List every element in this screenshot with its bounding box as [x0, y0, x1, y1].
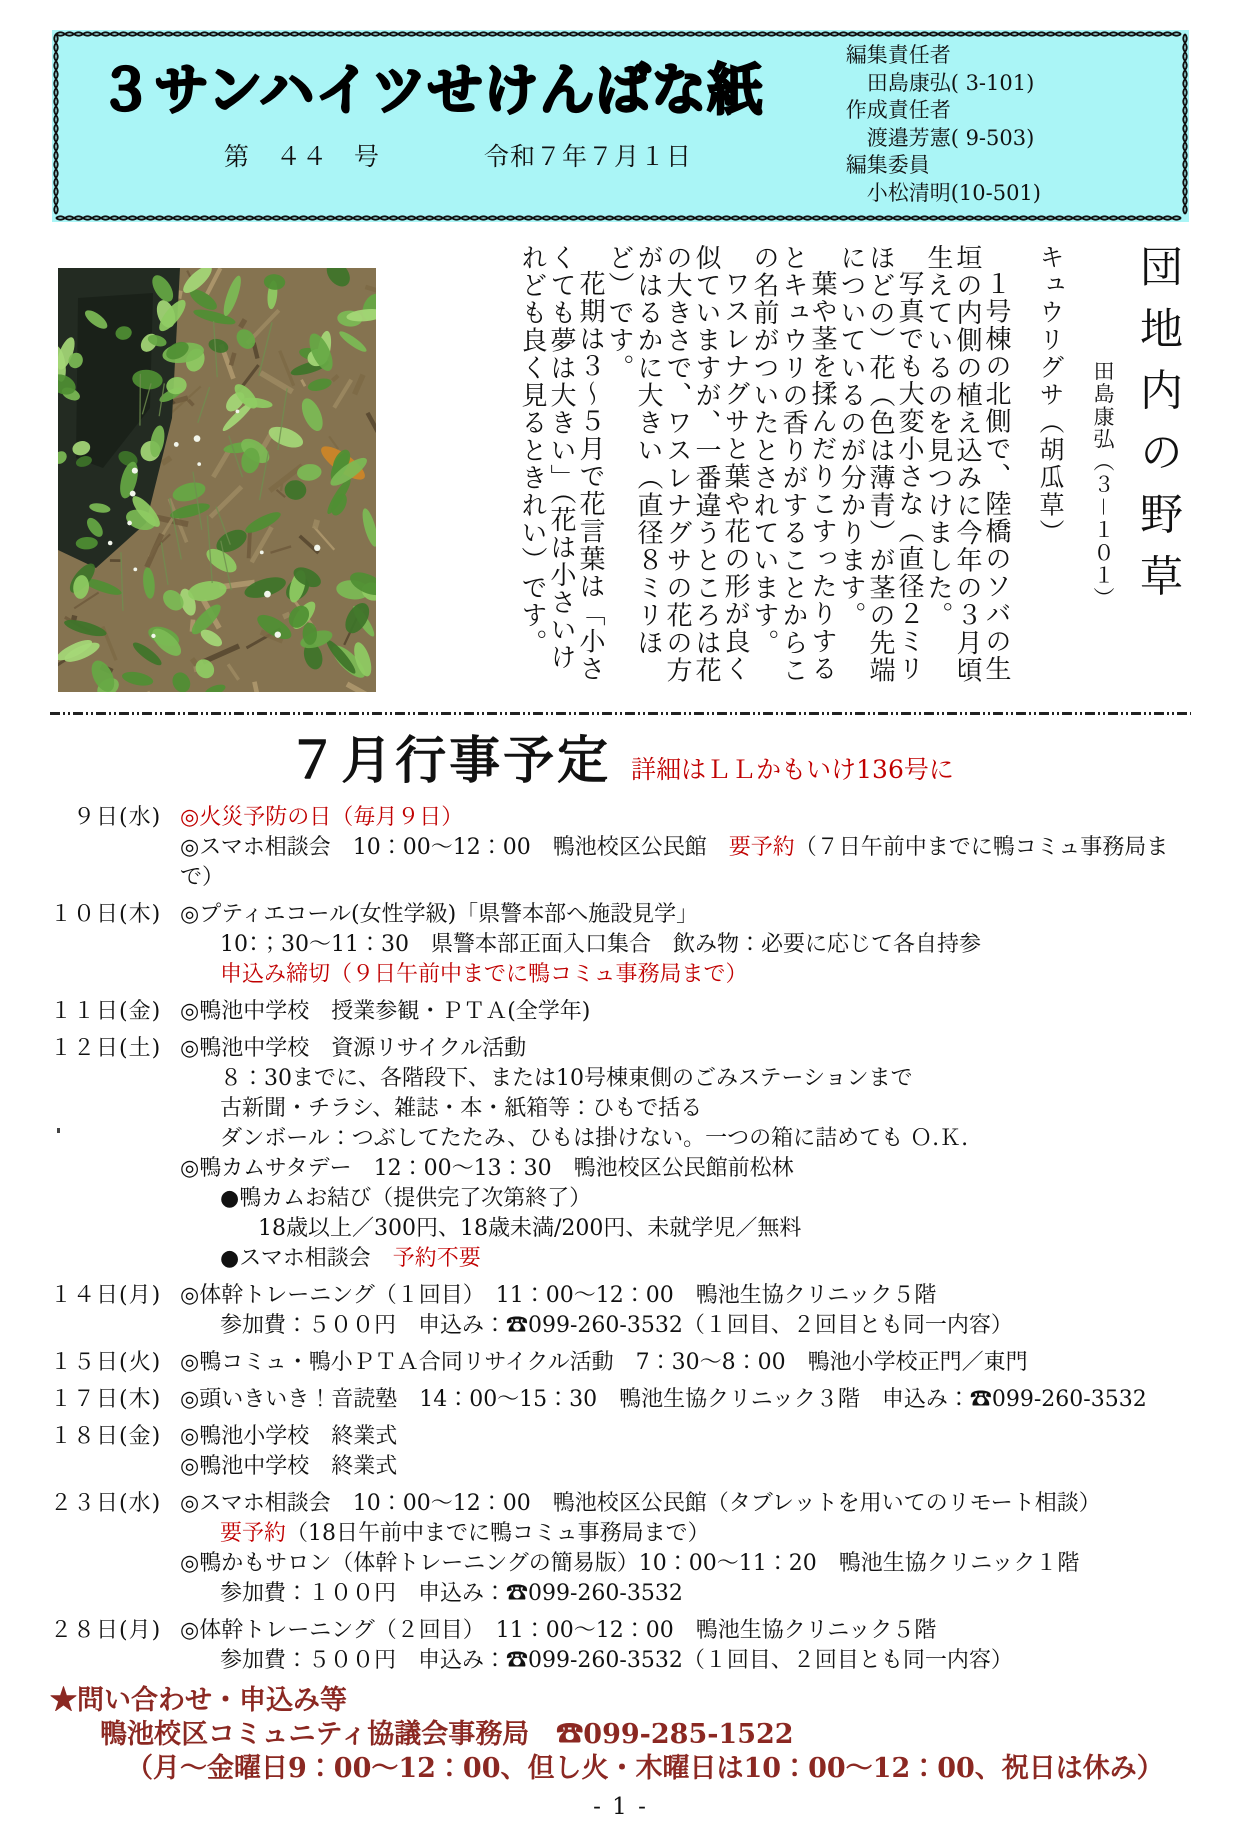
schedule-date: ２８日(月): [50, 1616, 180, 1646]
schedule-content: [180, 1064, 913, 1094]
schedule-text: ●鴨カムお結び（提供完了次第終了）: [220, 1186, 591, 1211]
schedule-content: [180, 997, 590, 1027]
schedule-line: [50, 1646, 1191, 1676]
editor-line: 作成責任者: [846, 97, 1041, 125]
newsletter-title: ３サンハイツせけんばな紙: [52, 30, 1189, 125]
schedule-date: [50, 1311, 180, 1341]
schedule-text-red: 要予約: [220, 1521, 286, 1546]
schedule-date: １４日(月): [50, 1281, 180, 1311]
schedule-group: [50, 1281, 1191, 1341]
schedule-line: [50, 1124, 1191, 1154]
footer-contact-heading: ★問い合わせ・申込み等: [50, 1684, 1191, 1718]
schedule-group: [50, 900, 1191, 990]
schedule-heading: ７月行事予定: [287, 719, 611, 793]
schedule-text: 古新聞・チラシ、雑誌・本・紙箱等：ひもで括る: [220, 1096, 702, 1121]
schedule-text: ◎体幹トレーニング（１回目） 11：00～12：00 鴨池生協クリニック５階: [180, 1283, 936, 1308]
schedule-date: １８日(金): [50, 1422, 180, 1452]
editors-block: [846, 42, 1041, 207]
schedule-content: [180, 930, 981, 960]
schedule-content: [180, 960, 748, 990]
schedule-date: １７日(木): [50, 1385, 180, 1415]
schedule-text: ◎鴨池中学校 資源リサイクル活動: [180, 1036, 526, 1061]
schedule-date: [50, 960, 180, 990]
schedule-text: 参加費：５００円 申込み：☎099-260-3532（１回目、２回目とも同一内容）: [220, 1648, 1013, 1673]
article-subtitle: キュウリグサ（胡瓜草）: [1032, 244, 1068, 696]
schedule-date: ９日(水): [50, 803, 180, 833]
schedule-line: [50, 1184, 1191, 1214]
schedule-line: [50, 1094, 1191, 1124]
issue-number-and-date: 第 ４４ 号 令和７年７月１日: [224, 137, 1189, 173]
article-author: 田島康弘（３－１０１）: [1088, 244, 1118, 696]
article-paragraph: 写真でも大変小さな（直径２ミリほどの）花（色は薄青）が茎の先端についているのが分かります。: [836, 244, 923, 696]
schedule-text: ●スマホ相談会: [220, 1246, 393, 1271]
schedule-group: [50, 1348, 1191, 1378]
schedule-group: [50, 1489, 1191, 1609]
schedule-text: （７日午前中までに鴨コミュ事務局まで）: [180, 835, 1168, 890]
schedule-line: [50, 1281, 1191, 1311]
footer-contact-hours: （月～金曜日9：00～12：00、但し火・木曜日は10：00～12：00、祝日は休み）: [126, 1752, 1191, 1786]
schedule-content: [180, 1094, 702, 1124]
schedule-content: [180, 1281, 936, 1311]
schedule-text-red: 予約不要: [393, 1246, 481, 1271]
schedule-date: [50, 1184, 180, 1214]
article-body: [517, 244, 1010, 696]
schedule-line: [50, 1422, 1191, 1452]
schedule-text: ８：30までに、各階段下、または10号棟東側のごみステーションまで: [220, 1066, 913, 1091]
schedule-content: [180, 1184, 591, 1214]
schedule-content: [180, 900, 698, 930]
schedule-group: [50, 997, 1191, 1027]
schedule-date: [50, 833, 180, 893]
editor-line: 編集委員: [846, 152, 1041, 180]
editor-line: 小松清明(10-501): [846, 180, 1041, 208]
schedule-date: [50, 1094, 180, 1124]
schedule-date: [50, 1452, 180, 1482]
schedule-text: ◎鴨池小学校 終業式: [180, 1424, 397, 1449]
schedule-line: [50, 1244, 1191, 1274]
schedule-date: １２日(土): [50, 1034, 180, 1064]
schedule-text: （18日午前中までに鴨コミュ事務局まで）: [286, 1521, 710, 1546]
schedule-line: [50, 1519, 1191, 1549]
schedule-line: [50, 997, 1191, 1027]
schedule-detail-note: 詳細はＬＬかもいけ136号に: [631, 750, 954, 793]
schedule-line: [50, 833, 1191, 893]
schedule-text: ◎鴨池中学校 授業参観・ＰＴＡ(全学年): [180, 999, 590, 1024]
schedule-text: ◎スマホ相談会 10：00～12：00 鴨池校区公民館（タブレットを用いてのリモート相談）: [180, 1491, 1101, 1516]
wildgrass-article-section: [50, 244, 1191, 700]
schedule-content: [180, 803, 463, 833]
schedule-date: [50, 1154, 180, 1184]
schedule-text: 参加費：１００円 申込み：☎099-260-3532: [220, 1581, 683, 1606]
schedule-group: [50, 1034, 1191, 1274]
schedule-group: [50, 1422, 1191, 1482]
footer-contact-phone: 鴨池校区コミュニティ協議会事務局 ☎099-285-1522: [100, 1718, 1191, 1752]
schedule-date: [50, 1244, 180, 1274]
schedule-content: [180, 1519, 710, 1549]
schedule-content: [180, 1154, 794, 1184]
schedule-content: [180, 1385, 1147, 1415]
schedule-text: 参加費：５００円 申込み：☎099-260-3532（１回目、２回目とも同一内容）: [220, 1313, 1013, 1338]
schedule-text: ◎鴨カムサタデー 12：00～13：30 鴨池校区公民館前松林: [180, 1156, 794, 1181]
masthead: [52, 30, 1189, 222]
stray-ink-dot: [57, 1128, 60, 1133]
schedule-date: １１日(金): [50, 997, 180, 1027]
schedule-line: [50, 900, 1191, 930]
schedule-date: １０日(木): [50, 900, 180, 930]
schedule-line: [50, 960, 1191, 990]
schedule-header: [50, 719, 1191, 793]
schedule-line: [50, 1348, 1191, 1378]
schedule-content: [180, 1124, 968, 1154]
schedule-date: [50, 1579, 180, 1609]
article-title: 団地内の野草: [1128, 244, 1189, 696]
schedule-line: [50, 1154, 1191, 1184]
schedule-line: [50, 1579, 1191, 1609]
schedule-text: ◎スマホ相談会 10：00～12：00 鴨池校区公民館: [180, 835, 729, 860]
schedule-content: [180, 1579, 683, 1609]
schedule-content: [180, 1616, 936, 1646]
editor-line: 渡邉芳憲( 9-503): [846, 125, 1041, 153]
schedule-content: [180, 1348, 1028, 1378]
schedule-date: ２３日(水): [50, 1489, 180, 1519]
schedule-list: [50, 803, 1191, 1676]
schedule-text-red: ◎火災予防の日（毎月９日）: [180, 805, 463, 830]
schedule-line: [50, 1452, 1191, 1482]
schedule-content: [180, 1214, 801, 1244]
schedule-date: [50, 1124, 180, 1154]
schedule-line: [50, 1311, 1191, 1341]
editor-line: 田島康弘( 3-101): [846, 70, 1041, 98]
schedule-content: [180, 1244, 481, 1274]
schedule-line: [50, 1034, 1191, 1064]
schedule-line: [50, 1064, 1191, 1094]
schedule-text: ダンボール：つぶしてたたみ、ひもは掛けない。一つの箱に詰めても Ｏ.Ｋ.: [220, 1126, 968, 1151]
schedule-date: [50, 1549, 180, 1579]
editor-line: 編集責任者: [846, 42, 1041, 70]
schedule-group: [50, 803, 1191, 893]
schedule-text: 10：；30～11：30 県警本部正面入口集合 飲み物：必要に応じて各自持参: [220, 932, 981, 957]
schedule-date: [50, 1064, 180, 1094]
schedule-content: [180, 1549, 1079, 1579]
schedule-text: ◎体幹トレーニング（２回目） 11：00～12：00 鴨池生協クリニック５階: [180, 1618, 936, 1643]
schedule-text-red: 要予約: [729, 835, 795, 860]
schedule-content: [180, 1422, 397, 1452]
schedule-text: ◎鴨かもサロン（体幹トレーニングの簡易版）10：00～11：20 鴨池生協クリニック１階: [180, 1551, 1079, 1576]
page-number: - 1 -: [50, 1794, 1191, 1820]
schedule-line: [50, 1549, 1191, 1579]
schedule-text: ◎鴨池中学校 終業式: [180, 1454, 397, 1479]
schedule-date: [50, 1646, 180, 1676]
schedule-line: [50, 1489, 1191, 1519]
schedule-content: [180, 833, 1191, 893]
contact-footer: [50, 1684, 1191, 1820]
schedule-text: ◎頭いきいき！音読塾 14：00～15：30 鴨池生協クリニック３階 申込み：☎099-260-3532: [180, 1387, 1147, 1412]
schedule-content: [180, 1452, 397, 1482]
dash-dot-divider: [50, 712, 1191, 715]
schedule-line: [50, 930, 1191, 960]
schedule-line: [50, 1385, 1191, 1415]
article-paragraph: １号棟の北側で、陸橋のソバの生垣の内側の植え込みに今年の３月頃生えているのを見つけました。: [923, 244, 1010, 696]
schedule-text: ◎鴨コミュ・鴨小ＰＴＡ合同リサイクル活動 7：30～8：00 鴨池小学校正門／東門: [180, 1350, 1028, 1375]
schedule-date: [50, 1214, 180, 1244]
schedule-line: [50, 803, 1191, 833]
article-paragraph: 葉や茎を揉んだりこすったりするとキュウリの香りがすることからこの名前がついたとされています。: [749, 244, 836, 696]
article-paragraph: ワスレナグサと葉や花の形が良く似ていますが、一番違うところは花の大きさで、ワスレナグサの花の方がはるかに大きい（直径８ミリほど）です。: [604, 244, 749, 696]
article-paragraph: 花期は３～５月で花言葉は「小さくても夢は大きい」（花は小さいけれども良く見るときれい）です。: [517, 244, 604, 696]
schedule-content: [180, 1489, 1101, 1519]
schedule-group: [50, 1616, 1191, 1676]
schedule-line: [50, 1616, 1191, 1646]
schedule-date: [50, 1519, 180, 1549]
schedule-text: 18歳以上／300円、18歳未満/200円、未就学児／無料: [258, 1216, 801, 1241]
schedule-date: [50, 930, 180, 960]
article-photo: [58, 268, 376, 692]
schedule-text: ◎プティエコール(女性学級)「県警本部へ施設見学」: [180, 902, 698, 927]
schedule-line: [50, 1214, 1191, 1244]
schedule-date: １５日(火): [50, 1348, 180, 1378]
plant-photo-illustration: [58, 268, 376, 692]
article-vertical-text: [392, 244, 1191, 696]
schedule-content: [180, 1034, 526, 1064]
schedule-content: [180, 1646, 1013, 1676]
schedule-group: [50, 1385, 1191, 1415]
schedule-text-red: 申込み締切（９日午前中までに鴨コミュ事務局まで）: [220, 962, 748, 987]
schedule-content: [180, 1311, 1013, 1341]
